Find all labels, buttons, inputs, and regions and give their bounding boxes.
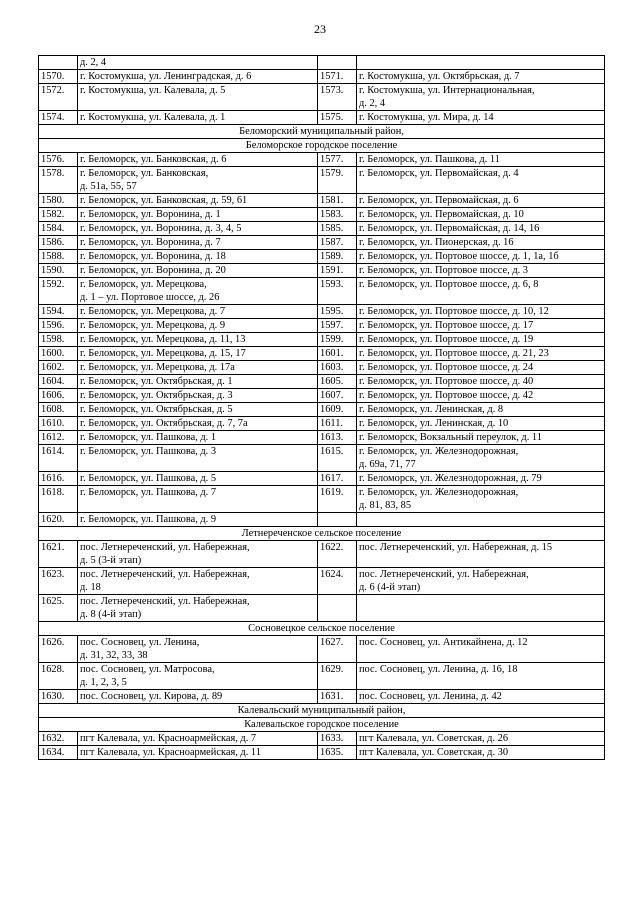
entry-number-left: 1628. bbox=[39, 663, 78, 690]
address-left bbox=[78, 278, 318, 305]
address-right-line: д. 2, 4 bbox=[359, 98, 386, 109]
address-right bbox=[357, 663, 605, 690]
entry-number-left: 1576. bbox=[39, 153, 78, 167]
entry-number-right: 1635. bbox=[318, 746, 357, 760]
address-right bbox=[357, 746, 605, 760]
address-left bbox=[78, 513, 318, 527]
address-left-line: г. Беломорск, ул. Банковская, д. 59, 61 bbox=[80, 195, 248, 206]
address-right-line: г. Беломорск, ул. Портовое шоссе, д. 6, 8 bbox=[359, 279, 539, 290]
entry-number-right: 1609. bbox=[318, 403, 357, 417]
address-right-line: пгт Калевала, ул. Советская, д. 30 bbox=[359, 747, 509, 758]
entry-number-right: 1607. bbox=[318, 389, 357, 403]
address-right bbox=[357, 278, 605, 305]
address-right-line: г. Беломорск, ул. Первомайская, д. 6 bbox=[359, 195, 519, 206]
address-left-line: г. Костомукша, ул. Калевала, д. 1 bbox=[80, 112, 226, 123]
section-header-row bbox=[39, 704, 605, 718]
section-title: Калевальское городское поселение bbox=[39, 718, 605, 732]
entry-number-left: 1625. bbox=[39, 595, 78, 622]
address-left-line: г. Беломорск, ул. Мерецкова, д. 7 bbox=[80, 306, 226, 317]
table-row bbox=[39, 333, 605, 347]
address-right bbox=[357, 70, 605, 84]
entry-number-left: 1616. bbox=[39, 472, 78, 486]
entry-number-left: 1608. bbox=[39, 403, 78, 417]
entry-number-left: 1618. bbox=[39, 486, 78, 513]
address-left-line: д. 8 (4-й этап) bbox=[80, 609, 142, 620]
entry-number-left: 1574. bbox=[39, 111, 78, 125]
entry-number-left: 1570. bbox=[39, 70, 78, 84]
entry-number-right: 1627. bbox=[318, 636, 357, 663]
entry-number-right: 1624. bbox=[318, 568, 357, 595]
entry-number-left: 1632. bbox=[39, 732, 78, 746]
entry-number-right bbox=[318, 513, 357, 527]
address-left-line: пос. Сосновец, ул. Кирова, д. 89 bbox=[80, 691, 223, 702]
address-left-line: г. Беломорск, ул. Мерецкова, д. 9 bbox=[80, 320, 226, 331]
address-left-line: д. 18 bbox=[80, 582, 101, 593]
address-left bbox=[78, 305, 318, 319]
address-right bbox=[357, 208, 605, 222]
address-right bbox=[357, 445, 605, 472]
section-title: Калевальский муниципальный район, bbox=[39, 704, 605, 718]
address-left-line: г. Беломорск, ул. Октябрьская, д. 7, 7а bbox=[80, 418, 248, 429]
entry-number-left: 1630. bbox=[39, 690, 78, 704]
table-row bbox=[39, 431, 605, 445]
address-left-line: г. Беломорск, ул. Октябрьская, д. 3 bbox=[80, 390, 233, 401]
entry-number-left: 1604. bbox=[39, 375, 78, 389]
address-left-line: пос. Летнереченский, ул. Набережная, bbox=[80, 569, 250, 580]
table-row bbox=[39, 305, 605, 319]
entry-number-left: 1614. bbox=[39, 445, 78, 472]
address-right bbox=[357, 56, 605, 70]
entry-number-right: 1629. bbox=[318, 663, 357, 690]
address-left-line: д. 31, 32, 33, 38 bbox=[80, 650, 148, 661]
address-right-line: пос. Сосновец, ул. Ленина, д. 42 bbox=[359, 691, 502, 702]
entry-number-left: 1584. bbox=[39, 222, 78, 236]
address-right-line: д. 6 (4-й этап) bbox=[359, 582, 421, 593]
entry-number-right: 1631. bbox=[318, 690, 357, 704]
address-right-line: г. Беломорск, ул. Портовое шоссе, д. 10, 12 bbox=[359, 306, 549, 317]
table-row bbox=[39, 194, 605, 208]
address-right bbox=[357, 568, 605, 595]
address-right bbox=[357, 513, 605, 527]
address-left-line: г. Беломорск, ул. Банковская, д. 6 bbox=[80, 154, 227, 165]
entry-number-left: 1623. bbox=[39, 568, 78, 595]
address-right-line: г. Костомукша, ул. Интернациональная, bbox=[359, 85, 535, 96]
section-title: Сосновецкое сельское поселение bbox=[39, 622, 605, 636]
table-row bbox=[39, 167, 605, 194]
address-right-line: г. Беломорск, ул. Портовое шоссе, д. 21, 23 bbox=[359, 348, 549, 359]
address-left bbox=[78, 403, 318, 417]
address-right-line bbox=[359, 513, 602, 526]
address-right bbox=[357, 732, 605, 746]
address-left-line: г. Беломорск, ул. Воронина, д. 18 bbox=[80, 251, 226, 262]
entry-number-left: 1600. bbox=[39, 347, 78, 361]
entry-number-right: 1611. bbox=[318, 417, 357, 431]
entry-number-left: 1610. bbox=[39, 417, 78, 431]
address-right-line: д. 81, 83, 85 bbox=[359, 500, 412, 511]
address-right-line: г. Беломорск, ул. Ленинская, д. 10 bbox=[359, 418, 509, 429]
address-right-line: г. Беломорск, ул. Железнодорожная, bbox=[359, 487, 519, 498]
address-left-line: г. Беломорск, ул. Воронина, д. 3, 4, 5 bbox=[80, 223, 242, 234]
address-left bbox=[78, 389, 318, 403]
address-right bbox=[357, 222, 605, 236]
table-row bbox=[39, 486, 605, 513]
address-right bbox=[357, 194, 605, 208]
address-left bbox=[78, 746, 318, 760]
table-row bbox=[39, 250, 605, 264]
entry-number-left: 1588. bbox=[39, 250, 78, 264]
address-left-line: г. Беломорск, ул. Мерецкова, д. 11, 13 bbox=[80, 334, 246, 345]
table-row bbox=[39, 347, 605, 361]
table-row bbox=[39, 568, 605, 595]
address-left bbox=[78, 70, 318, 84]
address-right-line bbox=[359, 56, 602, 69]
entry-number-right: 1591. bbox=[318, 264, 357, 278]
section-header-row bbox=[39, 125, 605, 139]
table-row bbox=[39, 208, 605, 222]
table-row bbox=[39, 222, 605, 236]
address-left-line: г. Беломорск, ул. Пашкова, д. 5 bbox=[80, 473, 217, 484]
address-right bbox=[357, 541, 605, 568]
address-left-line: г. Беломорск, ул. Воронина, д. 20 bbox=[80, 265, 226, 276]
address-right-line: г. Беломорск, ул. Портовое шоссе, д. 42 bbox=[359, 390, 534, 401]
entry-number-left: 1606. bbox=[39, 389, 78, 403]
section-header-row bbox=[39, 139, 605, 153]
address-left bbox=[78, 250, 318, 264]
address-right bbox=[357, 250, 605, 264]
address-left bbox=[78, 636, 318, 663]
address-right bbox=[357, 486, 605, 513]
address-left bbox=[78, 84, 318, 111]
address-left bbox=[78, 472, 318, 486]
entry-number-right: 1619. bbox=[318, 486, 357, 513]
entry-number-left: 1602. bbox=[39, 361, 78, 375]
address-left bbox=[78, 361, 318, 375]
entry-number-right bbox=[318, 56, 357, 70]
entry-number-left: 1594. bbox=[39, 305, 78, 319]
address-right-line bbox=[359, 595, 602, 608]
entry-number-right: 1605. bbox=[318, 375, 357, 389]
entry-number-left: 1580. bbox=[39, 194, 78, 208]
address-left-line: г. Беломорск, ул. Пашкова, д. 1 bbox=[80, 432, 217, 443]
section-title: Беломорский муниципальный район, bbox=[39, 125, 605, 139]
entry-number-left: 1621. bbox=[39, 541, 78, 568]
entry-number-right: 1585. bbox=[318, 222, 357, 236]
address-right bbox=[357, 417, 605, 431]
address-left-line: д. 5 (3-й этап) bbox=[80, 555, 142, 566]
address-left-line: г. Беломорск, ул. Воронина, д. 7 bbox=[80, 237, 221, 248]
table-row bbox=[39, 70, 605, 84]
address-right bbox=[357, 690, 605, 704]
address-right bbox=[357, 319, 605, 333]
address-left bbox=[78, 153, 318, 167]
address-right bbox=[357, 167, 605, 194]
entry-number-left: 1592. bbox=[39, 278, 78, 305]
address-left bbox=[78, 208, 318, 222]
address-right-line: г. Костомукша, ул. Мира, д. 14 bbox=[359, 112, 494, 123]
table-row bbox=[39, 278, 605, 305]
address-right-line: пгт Калевала, ул. Советская, д. 26 bbox=[359, 733, 509, 744]
address-left-line: г. Костомукша, ул. Калевала, д. 5 bbox=[80, 85, 226, 96]
address-left-line: пгт Калевала, ул. Красноармейская, д. 7 bbox=[80, 733, 257, 744]
address-left-line: пгт Калевала, ул. Красноармейская, д. 11 bbox=[80, 747, 261, 758]
entry-number-right: 1577. bbox=[318, 153, 357, 167]
table-row bbox=[39, 236, 605, 250]
address-right-line: пос. Сосновец, ул. Ленина, д. 16, 18 bbox=[359, 664, 518, 675]
address-right-line: д. 69а, 71, 77 bbox=[359, 459, 416, 470]
table-row bbox=[39, 417, 605, 431]
table-row bbox=[39, 56, 605, 70]
entry-number-right: 1571. bbox=[318, 70, 357, 84]
table-row bbox=[39, 513, 605, 527]
entry-number-right: 1581. bbox=[318, 194, 357, 208]
address-left bbox=[78, 333, 318, 347]
section-title: Летнереченское сельское поселение bbox=[39, 527, 605, 541]
address-left bbox=[78, 568, 318, 595]
entry-number-left: 1596. bbox=[39, 319, 78, 333]
address-left bbox=[78, 111, 318, 125]
entry-number-left bbox=[39, 56, 78, 70]
address-right bbox=[357, 403, 605, 417]
entry-number-left: 1582. bbox=[39, 208, 78, 222]
address-right-line: г. Беломорск, ул. Портовое шоссе, д. 19 bbox=[359, 334, 534, 345]
entry-number-left: 1634. bbox=[39, 746, 78, 760]
address-right bbox=[357, 472, 605, 486]
address-left-line: г. Беломорск, ул. Мерецкова, д. 17а bbox=[80, 362, 235, 373]
address-right bbox=[357, 595, 605, 622]
address-left-line: г. Беломорск, ул. Октябрьская, д. 5 bbox=[80, 404, 233, 415]
address-left bbox=[78, 595, 318, 622]
entry-number-left: 1626. bbox=[39, 636, 78, 663]
address-left-line: д. 51а, 55, 57 bbox=[80, 181, 137, 192]
section-header-row bbox=[39, 622, 605, 636]
address-right-line: г. Беломорск, ул. Портовое шоссе, д. 3 bbox=[359, 265, 528, 276]
entry-number-right: 1597. bbox=[318, 319, 357, 333]
address-right-line: г. Беломорск, ул. Пашкова, д. 11 bbox=[359, 154, 500, 165]
table-row bbox=[39, 636, 605, 663]
address-right-line: пос. Летнереченский, ул. Набережная, bbox=[359, 569, 529, 580]
address-right-line: г. Беломорск, ул. Первомайская, д. 14, 16 bbox=[359, 223, 540, 234]
table-row bbox=[39, 595, 605, 622]
section-header-row bbox=[39, 718, 605, 732]
entry-number-right: 1589. bbox=[318, 250, 357, 264]
table-row bbox=[39, 111, 605, 125]
entry-number-right: 1617. bbox=[318, 472, 357, 486]
entry-number-right bbox=[318, 595, 357, 622]
address-left bbox=[78, 690, 318, 704]
address-right-line: г. Беломорск, Вокзальный переулок, д. 11 bbox=[359, 432, 542, 443]
address-left-line: пос. Летнереченский, ул. Набережная, bbox=[80, 596, 250, 607]
address-right bbox=[357, 431, 605, 445]
address-left-line: г. Беломорск, ул. Мерецкова, bbox=[80, 279, 207, 290]
address-left bbox=[78, 486, 318, 513]
entry-number-right: 1595. bbox=[318, 305, 357, 319]
address-right-line: г. Беломорск, ул. Портовое шоссе, д. 40 bbox=[359, 376, 534, 387]
address-left-line: г. Беломорск, ул. Пашкова, д. 7 bbox=[80, 487, 217, 498]
address-left-line: г. Беломорск, ул. Воронина, д. 1 bbox=[80, 209, 221, 220]
address-left bbox=[78, 264, 318, 278]
entry-number-right: 1575. bbox=[318, 111, 357, 125]
address-right-line: г. Беломорск, ул. Портовое шоссе, д. 1, 1а, 1б bbox=[359, 251, 559, 262]
page-number: 23 bbox=[314, 22, 326, 36]
address-right bbox=[357, 636, 605, 663]
address-right-line: г. Костомукша, ул. Октябрьская, д. 7 bbox=[359, 71, 520, 82]
address-left bbox=[78, 347, 318, 361]
table-row bbox=[39, 403, 605, 417]
address-right bbox=[357, 236, 605, 250]
address-left-line: д. 2, 4 bbox=[80, 57, 107, 68]
address-left-line: г. Костомукша, ул. Ленинградская, д. 6 bbox=[80, 71, 252, 82]
table-row bbox=[39, 361, 605, 375]
table-row bbox=[39, 153, 605, 167]
address-right-line: г. Беломорск, ул. Пионерская, д. 16 bbox=[359, 237, 514, 248]
address-left-line: г. Беломорск, ул. Пашкова, д. 3 bbox=[80, 446, 217, 457]
entry-number-right: 1603. bbox=[318, 361, 357, 375]
entry-number-right: 1579. bbox=[318, 167, 357, 194]
address-right bbox=[357, 389, 605, 403]
entry-number-right: 1633. bbox=[318, 732, 357, 746]
address-right bbox=[357, 361, 605, 375]
address-right bbox=[357, 375, 605, 389]
entry-number-right: 1601. bbox=[318, 347, 357, 361]
address-left bbox=[78, 375, 318, 389]
section-header-row bbox=[39, 527, 605, 541]
address-right bbox=[357, 333, 605, 347]
table-row bbox=[39, 541, 605, 568]
entry-number-right: 1587. bbox=[318, 236, 357, 250]
entry-number-left: 1620. bbox=[39, 513, 78, 527]
section-title: Беломорское городское поселение bbox=[39, 139, 605, 153]
entry-number-left: 1572. bbox=[39, 84, 78, 111]
entry-number-left: 1586. bbox=[39, 236, 78, 250]
address-left bbox=[78, 319, 318, 333]
address-left-line: д. 1, 2, 3, 5 bbox=[80, 677, 127, 688]
table-row bbox=[39, 746, 605, 760]
address-left bbox=[78, 663, 318, 690]
table-row bbox=[39, 690, 605, 704]
entry-number-left: 1578. bbox=[39, 167, 78, 194]
address-left bbox=[78, 445, 318, 472]
address-right bbox=[357, 153, 605, 167]
entry-number-right: 1573. bbox=[318, 84, 357, 111]
address-right-line: г. Беломорск, ул. Ленинская, д. 8 bbox=[359, 404, 504, 415]
address-right bbox=[357, 305, 605, 319]
address-right-line: пос. Летнереченский, ул. Набережная, д. 15 bbox=[359, 542, 553, 553]
address-right-line: г. Беломорск, ул. Железнодорожная, bbox=[359, 446, 519, 457]
address-right-line: пос. Сосновец, ул. Антикайнена, д. 12 bbox=[359, 637, 528, 648]
table-row bbox=[39, 732, 605, 746]
table-row bbox=[39, 472, 605, 486]
table-row bbox=[39, 663, 605, 690]
address-left bbox=[78, 222, 318, 236]
address-right bbox=[357, 84, 605, 111]
entry-number-right: 1593. bbox=[318, 278, 357, 305]
address-left bbox=[78, 541, 318, 568]
address-right-line: г. Беломорск, ул. Первомайская, д. 10 bbox=[359, 209, 524, 220]
address-left-line: г. Беломорск, ул. Пашкова, д. 9 bbox=[80, 514, 217, 525]
address-left bbox=[78, 167, 318, 194]
address-table bbox=[38, 55, 605, 760]
address-right-line: г. Беломорск, ул. Портовое шоссе, д. 24 bbox=[359, 362, 534, 373]
entry-number-right: 1583. bbox=[318, 208, 357, 222]
address-right-line: г. Беломорск, ул. Железнодорожная, д. 79 bbox=[359, 473, 542, 484]
address-left-line: пос. Сосновец, ул. Ленина, bbox=[80, 637, 200, 648]
address-left-line: пос. Летнереченский, ул. Набережная, bbox=[80, 542, 250, 553]
address-left-line: пос. Сосновец, ул. Матросова, bbox=[80, 664, 215, 675]
entry-number-left: 1612. bbox=[39, 431, 78, 445]
table-row bbox=[39, 84, 605, 111]
address-left bbox=[78, 732, 318, 746]
entry-number-right: 1599. bbox=[318, 333, 357, 347]
address-right-line: г. Беломорск, ул. Первомайская, д. 4 bbox=[359, 168, 519, 179]
entry-number-right: 1622. bbox=[318, 541, 357, 568]
address-left bbox=[78, 417, 318, 431]
entry-number-right: 1613. bbox=[318, 431, 357, 445]
address-right bbox=[357, 347, 605, 361]
table-row bbox=[39, 319, 605, 333]
address-left bbox=[78, 236, 318, 250]
table-row bbox=[39, 264, 605, 278]
entry-number-right: 1615. bbox=[318, 445, 357, 472]
address-table-body bbox=[39, 56, 605, 760]
address-right bbox=[357, 264, 605, 278]
address-left-line: д. 1 – ул. Портовое шоссе, д. 26 bbox=[80, 292, 220, 303]
entry-number-left: 1590. bbox=[39, 264, 78, 278]
table-row bbox=[39, 389, 605, 403]
address-right-line: г. Беломорск, ул. Портовое шоссе, д. 17 bbox=[359, 320, 534, 331]
table-row bbox=[39, 375, 605, 389]
address-left-line: г. Беломорск, ул. Банковская, bbox=[80, 168, 209, 179]
entry-number-left: 1598. bbox=[39, 333, 78, 347]
table-row bbox=[39, 445, 605, 472]
address-left-line: г. Беломорск, ул. Октябрьская, д. 1 bbox=[80, 376, 233, 387]
address-left bbox=[78, 56, 318, 70]
address-right bbox=[357, 111, 605, 125]
address-left bbox=[78, 431, 318, 445]
address-left-line: г. Беломорск, ул. Мерецкова, д. 15, 17 bbox=[80, 348, 246, 359]
address-left bbox=[78, 194, 318, 208]
